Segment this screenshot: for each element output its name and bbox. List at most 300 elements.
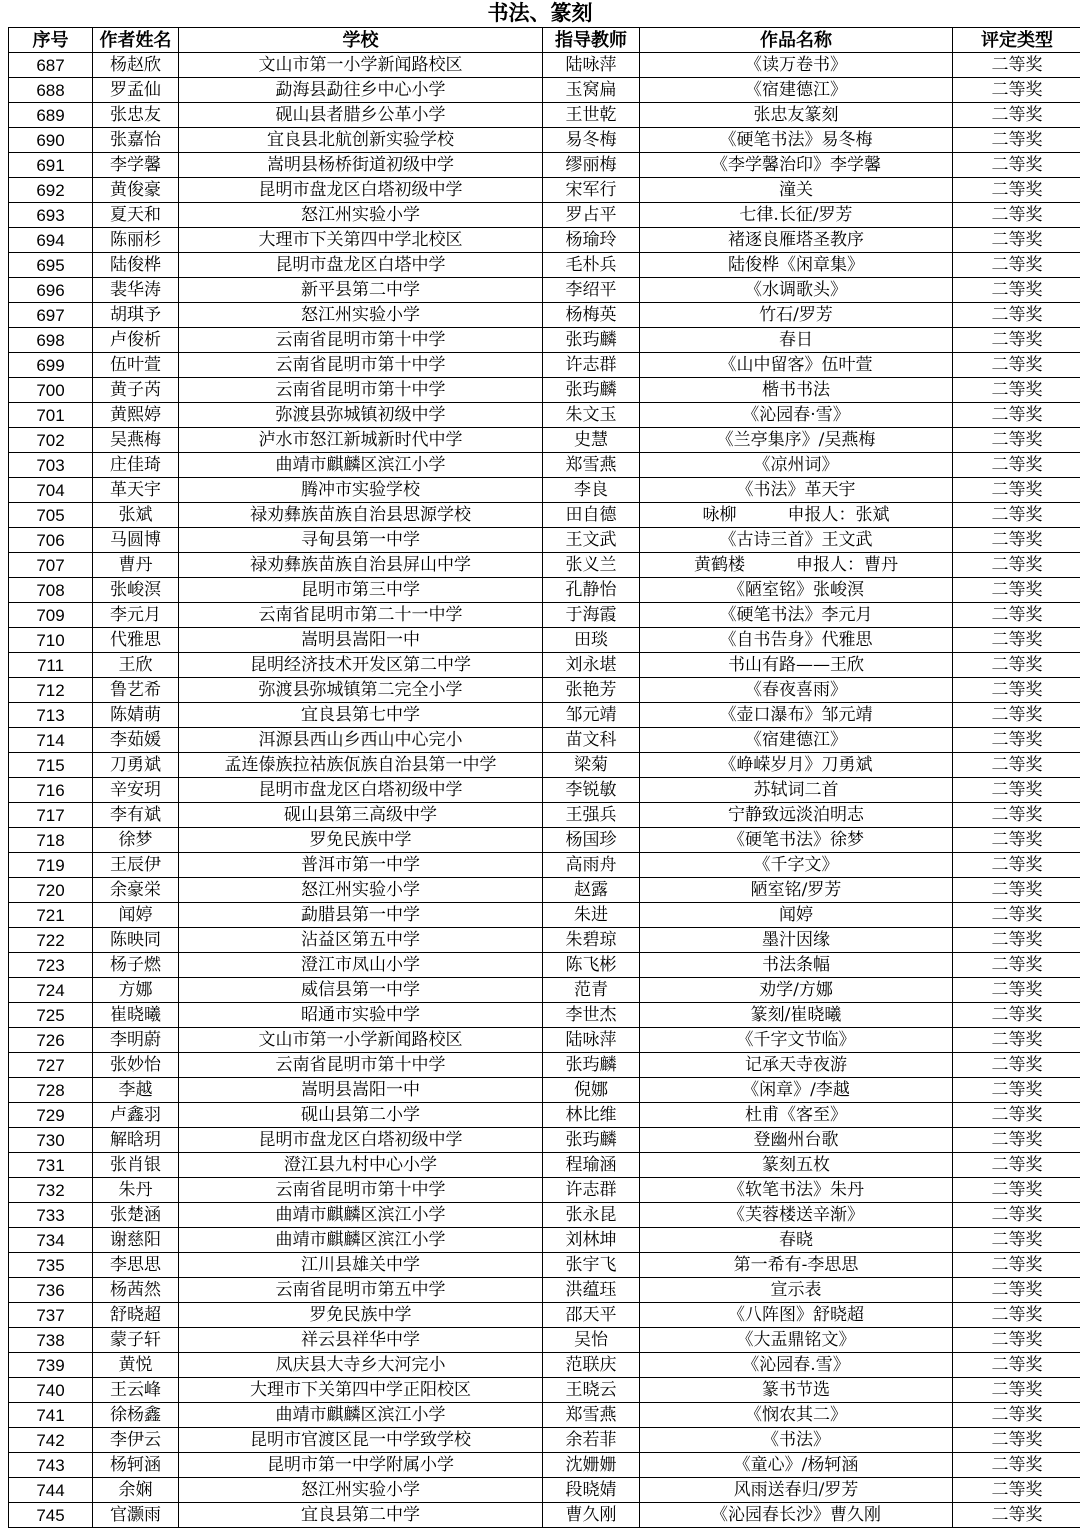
work-title: 《硬笔书法》徐梦 [640,828,953,853]
table-row [9,628,1080,653]
award-type: 二等奖 [953,1003,1080,1028]
school-name: 勐腊县第一中学 [179,903,543,928]
author-name: 黄俊豪 [93,178,179,203]
teacher-name: 陆咏萍 [543,53,640,78]
teacher-name: 苗文科 [543,728,640,753]
table-row [9,228,1080,253]
author-name: 李伊云 [93,1428,179,1453]
work-title: 宁静致远淡泊明志 [640,803,953,828]
work-title: 《宿建德江》 [640,728,953,753]
teacher-name: 缪丽梅 [543,153,640,178]
row-index: 736 [9,1278,93,1303]
school-name: 嵩明县杨桥街道初级中学 [179,153,543,178]
award-type: 二等奖 [953,103,1080,128]
work-title: 《自书告身》代雅思 [640,628,953,653]
table-row [9,1128,1080,1153]
author-name: 鲁艺希 [93,678,179,703]
teacher-name: 罗占平 [543,203,640,228]
award-type: 二等奖 [953,328,1080,353]
table-row [9,1003,1080,1028]
teacher-name: 陆咏萍 [543,1028,640,1053]
table-body [9,53,1080,1528]
author-name: 卢俊析 [93,328,179,353]
author-name: 李茹媛 [93,728,179,753]
row-index: 744 [9,1478,93,1503]
school-name: 怒江州实验小学 [179,878,543,903]
row-index: 734 [9,1228,93,1253]
row-index: 689 [9,103,93,128]
row-index: 708 [9,578,93,603]
table-row [9,453,1080,478]
award-type: 二等奖 [953,428,1080,453]
school-name: 怒江州实验小学 [179,203,543,228]
school-name: 宜良县第二中学 [179,1503,543,1528]
work-title: 《陋室铭》张峻溟 [640,578,953,603]
author-name: 杨赵欣 [93,53,179,78]
table-row [9,603,1080,628]
award-type: 二等奖 [953,178,1080,203]
table-row [9,78,1080,103]
school-name: 昆明经济技术开发区第二中学 [179,653,543,678]
school-name: 洱源县西山乡西山中心完小 [179,728,543,753]
work-title: 潼关 [640,178,953,203]
school-name: 大理市下关第四中学北校区 [179,228,543,253]
school-name: 昆明市盘龙区白塔初级中学 [179,1128,543,1153]
award-type: 二等奖 [953,1203,1080,1228]
author-name: 王云峰 [93,1378,179,1403]
school-name: 昆明市盘龙区白塔初级中学 [179,178,543,203]
header-work: 作品名称 [640,28,953,53]
work-title: 黄鹤楼 申报人：曹丹 [640,553,953,578]
school-name: 澄江县九村中心小学 [179,1153,543,1178]
work-title: 记承天寺夜游 [640,1053,953,1078]
row-index: 745 [9,1503,93,1528]
row-index: 739 [9,1353,93,1378]
table-row [9,1228,1080,1253]
teacher-name: 张义兰 [543,553,640,578]
author-name: 张峻溟 [93,578,179,603]
work-title: 《山中留客》伍叶萱 [640,353,953,378]
row-index: 724 [9,978,93,1003]
row-index: 737 [9,1303,93,1328]
table-row [9,353,1080,378]
teacher-name: 杨国珍 [543,828,640,853]
school-name: 沾益区第五中学 [179,928,543,953]
table-row [9,653,1080,678]
work-title: 第一希有-李思思 [640,1253,953,1278]
teacher-name: 王世乾 [543,103,640,128]
award-type: 二等奖 [953,1353,1080,1378]
author-name: 刀勇斌 [93,753,179,778]
teacher-name: 于海霞 [543,603,640,628]
award-type: 二等奖 [953,928,1080,953]
teacher-name: 张玙麟 [543,328,640,353]
school-name: 宜良县第七中学 [179,703,543,728]
work-title: 《闲章》/李越 [640,1078,953,1103]
table-row [9,328,1080,353]
award-type: 二等奖 [953,153,1080,178]
teacher-name: 梁菊 [543,753,640,778]
school-name: 普洱市第一中学 [179,853,543,878]
school-name: 祥云县祥华中学 [179,1328,543,1353]
school-name: 寻甸县第一中学 [179,528,543,553]
school-name: 砚山县者腊乡公革小学 [179,103,543,128]
header-teacher: 指导教师 [543,28,640,53]
award-type: 二等奖 [953,653,1080,678]
author-name: 王辰伊 [93,853,179,878]
work-title: 陋室铭/罗芳 [640,878,953,903]
author-name: 代雅思 [93,628,179,653]
row-index: 701 [9,403,93,428]
award-type: 二等奖 [953,1078,1080,1103]
table-row [9,1103,1080,1128]
award-type: 二等奖 [953,528,1080,553]
teacher-name: 高雨舟 [543,853,640,878]
school-name: 云南省昆明市第十中学 [179,1178,543,1203]
row-index: 743 [9,1453,93,1478]
work-title: 《水调歌头》 [640,278,953,303]
author-name: 张斌 [93,503,179,528]
teacher-name: 毛朴兵 [543,253,640,278]
award-type: 二等奖 [953,203,1080,228]
award-type: 二等奖 [953,1428,1080,1453]
row-index: 715 [9,753,93,778]
award-type: 二等奖 [953,753,1080,778]
teacher-name: 杨瑜玲 [543,228,640,253]
row-index: 719 [9,853,93,878]
row-index: 690 [9,128,93,153]
row-index: 711 [9,653,93,678]
award-type: 二等奖 [953,1103,1080,1128]
table-row [9,178,1080,203]
school-name: 弥渡县弥城镇初级中学 [179,403,543,428]
award-type: 二等奖 [953,578,1080,603]
school-name: 曲靖市麒麟区滨江小学 [179,1228,543,1253]
author-name: 杨轲涵 [93,1453,179,1478]
award-type: 二等奖 [953,1478,1080,1503]
award-type: 二等奖 [953,303,1080,328]
row-index: 698 [9,328,93,353]
header-award: 评定类型 [953,28,1080,53]
author-name: 马圆博 [93,528,179,553]
row-index: 702 [9,428,93,453]
work-title: 篆刻五枚 [640,1153,953,1178]
author-name: 黄悦 [93,1353,179,1378]
work-title: 篆刻/崔晓曦 [640,1003,953,1028]
header-row [9,28,1080,53]
author-name: 裴华涛 [93,278,179,303]
table-row [9,203,1080,228]
award-type: 二等奖 [953,728,1080,753]
row-index: 699 [9,353,93,378]
row-index: 742 [9,1428,93,1453]
school-name: 砚山县第二小学 [179,1103,543,1128]
teacher-name: 余若菲 [543,1428,640,1453]
school-name: 云南省昆明市第十中学 [179,353,543,378]
school-name: 泸水市怒江新城新时代中学 [179,428,543,453]
award-type: 二等奖 [953,1453,1080,1478]
award-type: 二等奖 [953,1028,1080,1053]
work-title: 《宿建德江》 [640,78,953,103]
school-name: 怒江州实验小学 [179,303,543,328]
award-type: 二等奖 [953,1503,1080,1528]
table-row [9,1203,1080,1228]
author-name: 李思思 [93,1253,179,1278]
teacher-name: 李绍平 [543,278,640,303]
table-row [9,678,1080,703]
award-type: 二等奖 [953,128,1080,153]
award-type: 二等奖 [953,478,1080,503]
work-title: 《书法》 [640,1428,953,1453]
school-name: 勐海县勐往乡中心小学 [179,78,543,103]
award-type: 二等奖 [953,1153,1080,1178]
award-type: 二等奖 [953,1228,1080,1253]
award-type: 二等奖 [953,703,1080,728]
row-index: 709 [9,603,93,628]
page-title: 书法、篆刻 [487,0,593,25]
teacher-name: 史慧 [543,428,640,453]
author-name: 杨茜然 [93,1278,179,1303]
author-name: 李有斌 [93,803,179,828]
row-index: 700 [9,378,93,403]
author-name: 方娜 [93,978,179,1003]
table-row [9,103,1080,128]
work-title: 褚逐良雁塔圣教序 [640,228,953,253]
teacher-name: 王强兵 [543,803,640,828]
work-title: 《书法》革天宇 [640,478,953,503]
work-title: 《悯农其二》 [640,1403,953,1428]
work-title: 劝学/方娜 [640,978,953,1003]
row-index: 697 [9,303,93,328]
school-name: 云南省昆明市第十中学 [179,328,543,353]
work-title: 《硬笔书法》李元月 [640,603,953,628]
row-index: 727 [9,1053,93,1078]
header-author: 作者姓名 [93,28,179,53]
school-name: 孟连傣族拉祜族佤族自治县第一中学 [179,753,543,778]
school-name: 宜良县北航创新实验学校 [179,128,543,153]
author-name: 徐梦 [93,828,179,853]
author-name: 王欣 [93,653,179,678]
work-title: 《沁园春·雪》 [640,403,953,428]
table-row [9,778,1080,803]
school-name: 砚山县第三高级中学 [179,803,543,828]
work-title: 《芙蓉楼送辛渐》 [640,1203,953,1228]
author-name: 陈丽杉 [93,228,179,253]
teacher-name: 张玙麟 [543,1128,640,1153]
author-name: 崔晓曦 [93,1003,179,1028]
school-name: 禄劝彝族苗族自治县屏山中学 [179,553,543,578]
work-title: 竹石/罗芳 [640,303,953,328]
table-row [9,803,1080,828]
author-name: 余豪栄 [93,878,179,903]
work-title: 《千字文节临》 [640,1028,953,1053]
school-name: 曲靖市麒麟区滨江小学 [179,1203,543,1228]
award-type: 二等奖 [953,253,1080,278]
row-index: 717 [9,803,93,828]
work-title: 《千字文》 [640,853,953,878]
author-name: 胡琪予 [93,303,179,328]
row-index: 687 [9,53,93,78]
table-row [9,153,1080,178]
row-index: 740 [9,1378,93,1403]
author-name: 庄佳琦 [93,453,179,478]
row-index: 735 [9,1253,93,1278]
author-name: 李学馨 [93,153,179,178]
award-type: 二等奖 [953,1303,1080,1328]
table-row [9,753,1080,778]
award-type: 二等奖 [953,1403,1080,1428]
school-name: 大理市下关第四中学正阳校区 [179,1378,543,1403]
school-name: 嵩明县嵩阳一中 [179,628,543,653]
school-name: 昆明市盘龙区白塔初级中学 [179,778,543,803]
author-name: 革天宇 [93,478,179,503]
row-index: 714 [9,728,93,753]
award-type: 二等奖 [953,878,1080,903]
award-type: 二等奖 [953,903,1080,928]
award-type: 二等奖 [953,53,1080,78]
author-name: 黄子芮 [93,378,179,403]
table-row [9,478,1080,503]
teacher-name: 邹元靖 [543,703,640,728]
school-name: 云南省昆明市第十中学 [179,378,543,403]
teacher-name: 田自德 [543,503,640,528]
table-row [9,1478,1080,1503]
author-name: 张嘉怡 [93,128,179,153]
author-name: 李明蔚 [93,1028,179,1053]
table-row [9,1453,1080,1478]
author-name: 余娴 [93,1478,179,1503]
table-row [9,978,1080,1003]
author-name: 罗孟仙 [93,78,179,103]
teacher-name: 许志群 [543,353,640,378]
work-title: 春日 [640,328,953,353]
row-index: 729 [9,1103,93,1128]
teacher-name: 吴怡 [543,1328,640,1353]
teacher-name: 曹久刚 [543,1503,640,1528]
row-index: 703 [9,453,93,478]
author-name: 陈映同 [93,928,179,953]
school-name: 禄劝彝族苗族自治县思源学校 [179,503,543,528]
table-row [9,578,1080,603]
row-index: 695 [9,253,93,278]
work-title: 《凉州词》 [640,453,953,478]
row-index: 692 [9,178,93,203]
award-type: 二等奖 [953,228,1080,253]
award-type: 二等奖 [953,378,1080,403]
row-index: 741 [9,1403,93,1428]
school-name: 江川县雄关中学 [179,1253,543,1278]
award-type: 二等奖 [953,403,1080,428]
teacher-name: 洪蕴珏 [543,1278,640,1303]
teacher-name: 段晓婧 [543,1478,640,1503]
award-type: 二等奖 [953,353,1080,378]
school-name: 凤庆县大寺乡大河完小 [179,1353,543,1378]
award-type: 二等奖 [953,278,1080,303]
award-type: 二等奖 [953,453,1080,478]
school-name: 弥渡县弥城镇第二完全小学 [179,678,543,703]
teacher-name: 李世杰 [543,1003,640,1028]
school-name: 昆明市第三中学 [179,578,543,603]
author-name: 夏天和 [93,203,179,228]
table-row [9,953,1080,978]
table-row [9,553,1080,578]
award-type: 二等奖 [953,828,1080,853]
table-row [9,278,1080,303]
teacher-name: 朱文玉 [543,403,640,428]
award-type: 二等奖 [953,1278,1080,1303]
teacher-name: 倪娜 [543,1078,640,1103]
school-name: 云南省昆明市第二十一中学 [179,603,543,628]
row-index: 694 [9,228,93,253]
work-title: 《李学馨治印》李学馨 [640,153,953,178]
table-row [9,1328,1080,1353]
award-type: 二等奖 [953,978,1080,1003]
work-title: 春晓 [640,1228,953,1253]
row-index: 722 [9,928,93,953]
award-type: 二等奖 [953,603,1080,628]
work-title: 《硬笔书法》易冬梅 [640,128,953,153]
table-row [9,853,1080,878]
teacher-name: 张艳芳 [543,678,640,703]
row-index: 693 [9,203,93,228]
table-row [9,1178,1080,1203]
table-row [9,1053,1080,1078]
table-row [9,703,1080,728]
table-row [9,1428,1080,1453]
header-index: 序号 [9,28,93,53]
work-title: 《春夜喜雨》 [640,678,953,703]
award-type: 二等奖 [953,553,1080,578]
work-title: 杜甫《客至》 [640,1103,953,1128]
school-name: 文山市第一小学新闻路校区 [179,1028,543,1053]
award-type: 二等奖 [953,1178,1080,1203]
work-title: 咏柳 申报人：张斌 [640,503,953,528]
work-title: 《读万卷书》 [640,53,953,78]
author-name: 张楚涵 [93,1203,179,1228]
row-index: 716 [9,778,93,803]
table-row [9,878,1080,903]
author-name: 张妙怡 [93,1053,179,1078]
author-name: 李越 [93,1078,179,1103]
award-type: 二等奖 [953,953,1080,978]
school-name: 曲靖市麒麟区滨江小学 [179,1403,543,1428]
school-name: 文山市第一小学新闻路校区 [179,53,543,78]
teacher-name: 朱碧琼 [543,928,640,953]
author-name: 陆俊桦 [93,253,179,278]
teacher-name: 张玙麟 [543,1053,640,1078]
author-name: 解晗玥 [93,1128,179,1153]
row-index: 691 [9,153,93,178]
table-row [9,128,1080,153]
author-name: 舒晓超 [93,1303,179,1328]
school-name: 曲靖市麒麟区滨江小学 [179,453,543,478]
row-index: 688 [9,78,93,103]
author-name: 杨子燃 [93,953,179,978]
author-name: 蒙子轩 [93,1328,179,1353]
teacher-name: 李良 [543,478,640,503]
work-title: 《软笔书法》朱丹 [640,1178,953,1203]
teacher-name: 许志群 [543,1178,640,1203]
school-name: 腾冲市实验学校 [179,478,543,503]
row-index: 728 [9,1078,93,1103]
author-name: 闻婷 [93,903,179,928]
teacher-name: 赵露 [543,878,640,903]
work-title: 风雨送春归/罗芳 [640,1478,953,1503]
table-row [9,1303,1080,1328]
work-title: 《沁园春长沙》曹久刚 [640,1503,953,1528]
work-title: 楷书书法 [640,378,953,403]
school-name: 新平县第二中学 [179,278,543,303]
